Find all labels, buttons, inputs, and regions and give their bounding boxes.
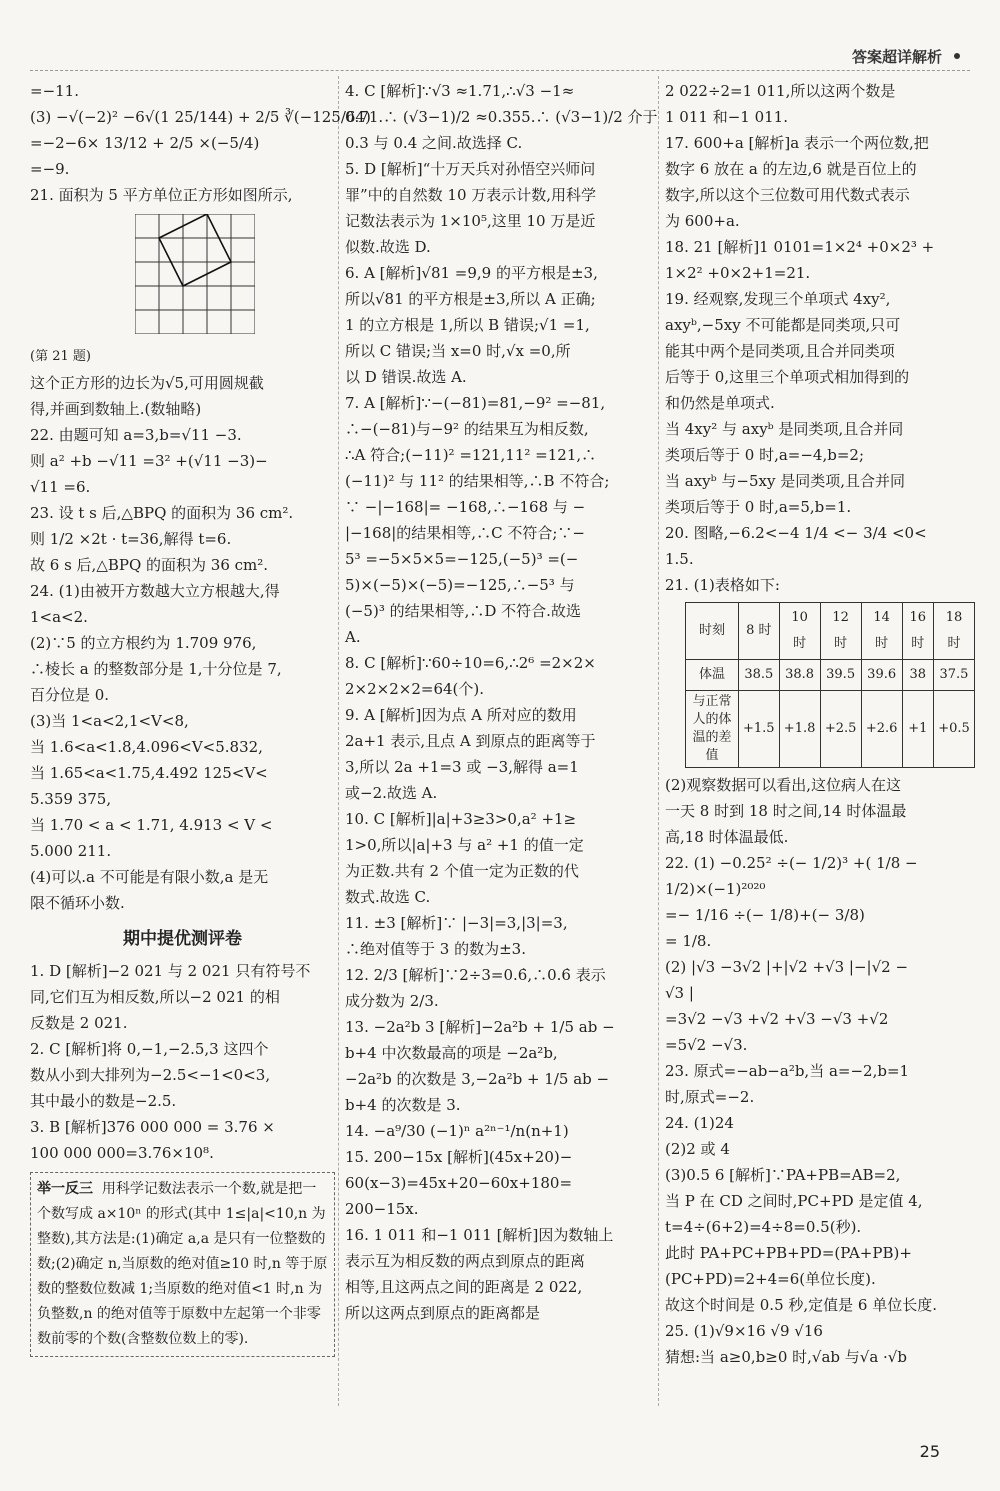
- column-right: [665, 78, 975, 1370]
- table-cell: 39.6: [861, 660, 902, 691]
- text-line: 当 axyᵇ 与−5xy 是同类项,且合并同: [665, 472, 905, 490]
- text-line: 1 的立方根是 1,所以 B 错误;√1 =1,: [345, 316, 590, 334]
- text-line: (3)0.5 6 [解析]∵PA+PB=AB=2,: [665, 1166, 901, 1184]
- text-line: A.: [345, 628, 361, 646]
- text-line: 以 D 错误.故选 A.: [345, 368, 467, 386]
- table-cell: 38.8: [779, 660, 820, 691]
- section-title: 期中提优测评卷: [123, 929, 242, 949]
- text-line: 2 022÷2=1 011,所以这两个数是: [665, 82, 896, 100]
- text-line: =−2−6× 13/12 + 2/5 ×(−5/4): [30, 134, 260, 152]
- page-header: [30, 40, 970, 71]
- text-line: 23. 设 t s 后,△BPQ 的面积为 36 cm².: [30, 504, 294, 522]
- text-line: =5√2 −√3.: [665, 1036, 748, 1054]
- table-cell: +0.5: [933, 691, 974, 768]
- table-cell: 8 时: [739, 603, 780, 660]
- text-line: 9. A [解析]因为点 A 所对应的数用: [345, 706, 577, 724]
- text-line: 反数是 2 021.: [30, 1014, 128, 1032]
- text-line: (4)可以.a 不可能是有限小数,a 是无: [30, 868, 269, 886]
- text-line: 18. 21 [解析]1 0101=1×2⁴ +0×2³ +: [665, 238, 935, 256]
- text-line: 16. 1 011 和−1 011 [解析]因为数轴上: [345, 1226, 614, 1244]
- text-line: 20. 图略,−6.2<−4 1/4 <− 3/4 <0<: [665, 524, 927, 542]
- text-line: 22. 由题可知 a=3,b=√11 −3.: [30, 426, 242, 444]
- table-cell: 38.5: [739, 660, 780, 691]
- answer-block: [665, 78, 975, 598]
- table-cell: +2.6: [861, 691, 902, 768]
- answer-block: [30, 370, 335, 916]
- text-line: ∴绝对值等于 3 的数为±3.: [345, 940, 526, 958]
- table-cell: +1.5: [739, 691, 780, 768]
- header-dot-icon: [954, 53, 960, 59]
- text-line: 数字,所以这个三位数可用代数式表示: [665, 186, 910, 204]
- text-line: 2. C [解析]将 0,−1,−2.5,3 这四个: [30, 1040, 269, 1058]
- text-line: 相等,且这两点之间的距离是 2 022,: [345, 1278, 583, 1296]
- text-line: 14. −a⁹/30 (−1)ⁿ a²ⁿ⁻¹/n(n+1): [345, 1122, 569, 1140]
- text-line: 5³ =−5×5×5=−125,(−5)³ =(−: [345, 550, 579, 568]
- text-line: 则 1/2 ×2t · t=36,解得 t=6.: [30, 530, 232, 548]
- table-cell: 18 时: [933, 603, 974, 660]
- column-left: [30, 78, 371, 1357]
- text-line: 一天 8 时到 18 时之间,14 时体温最: [665, 802, 907, 820]
- text-line: 12. 2/3 [解析]∵2÷3=0.6̇,∴0.6̇ 表示: [345, 966, 606, 984]
- text-line: 时,原式=−2.: [665, 1088, 755, 1106]
- text-line: 当 P 在 CD 之间时,PC+PD 是定值 4,: [665, 1192, 923, 1210]
- table-cell: +1: [902, 691, 933, 768]
- text-line: 200−15x.: [345, 1200, 419, 1218]
- text-line: 1<a<2.: [30, 608, 88, 626]
- table-cell: 14 时: [861, 603, 902, 660]
- text-line: 百分位是 0.: [30, 686, 110, 704]
- text-line: 24. (1)24: [665, 1114, 734, 1132]
- text-line: 0.3 与 0.4 之间.故选择 C.: [345, 134, 523, 152]
- text-line: 22. (1) −0.25² ÷(− 1/2)³ +( 1/8 −: [665, 854, 918, 872]
- text-line: 故 6 s 后,△BPQ 的面积为 36 cm².: [30, 556, 269, 574]
- text-line: 同,它们互为相反数,所以−2 021 的相: [30, 988, 280, 1006]
- text-line: (PC+PD)=2+4=6(单位长度).: [665, 1270, 876, 1288]
- text-line: 17. 600+a [解析]a 表示一个两位数,把: [665, 134, 929, 152]
- table-cell: 38: [902, 660, 933, 691]
- text-line: ∵ −|−168|= −168,∴−168 与 −: [345, 498, 586, 516]
- text-line: 21. 面积为 5 平方单位正方形如图所示,: [30, 186, 293, 204]
- text-line: 故这个时间是 0.5 秒,定值是 6 单位长度.: [665, 1296, 938, 1314]
- header-title: 答案超详解析: [851, 48, 942, 66]
- text-line: 6. A [解析]√81 =9,9 的平方根是±3,: [345, 264, 598, 282]
- answer-block: [665, 772, 975, 1370]
- page-number: 25: [919, 1442, 940, 1461]
- text-line: 100 000 000=3.76×10⁸.: [30, 1144, 214, 1162]
- text-line: 21. (1)表格如下:: [665, 576, 780, 594]
- text-line: 1. D [解析]−2 021 与 2 021 只有符号不: [30, 962, 311, 980]
- text-line: 限不循环小数.: [30, 894, 125, 912]
- text-line: 3. B [解析]376 000 000 = 3.76 ×: [30, 1118, 275, 1136]
- text-line: 高,18 时体温最低.: [665, 828, 789, 846]
- text-line: √11 =6.: [30, 478, 91, 496]
- text-line: 1/2)×(−1)²⁰²⁰: [665, 880, 766, 898]
- text-line: =−9.: [30, 160, 70, 178]
- text-line: 为正数.共有 2 个值一定为正数的代: [345, 862, 579, 880]
- table-cell: 与正常人的体温的差值: [686, 691, 739, 768]
- text-line: b+4 的次数是 3.: [345, 1096, 461, 1114]
- tip-box: [30, 1172, 335, 1357]
- table-cell: 10 时: [779, 603, 820, 660]
- text-line: 后等于 0,这里三个单项式相加得到的: [665, 368, 910, 386]
- text-line: axyᵇ,−5xy 不可能都是同类项,只可: [665, 316, 901, 334]
- tip-tag: 举一反三: [37, 1181, 93, 1197]
- text-line: =− 1/16 ÷(− 1/8)+(− 3/8): [665, 906, 865, 924]
- text-line: (2) |√3 −3√2 |+|√2 +√3 |−|√2 −: [665, 958, 909, 976]
- text-line: 24. (1)由被开方数越大立方根越大,得: [30, 582, 280, 600]
- text-line: 19. 经观察,发现三个单项式 4xy²,: [665, 290, 891, 308]
- text-line: =−11.: [30, 82, 79, 100]
- text-line: 能其中两个是同类项,且合并同类项: [665, 342, 895, 360]
- table-cell: +1.8: [779, 691, 820, 768]
- text-line: 2×2×2×2=64(个).: [345, 680, 485, 698]
- figure-caption: (第 21 题): [30, 349, 91, 364]
- text-line: 5.000 211.: [30, 842, 112, 860]
- table-cell: 体温: [686, 660, 739, 691]
- table-cell: 16 时: [902, 603, 933, 660]
- table-cell: 37.5: [933, 660, 974, 691]
- text-line: 此时 PA+PC+PB+PD=(PA+PB)+: [665, 1244, 912, 1262]
- text-line: (−11)² 与 11² 的结果相等,∴B 不符合;: [345, 472, 610, 490]
- text-line: =3√2 −√3 +√2 +√3 −√3 +√2: [665, 1010, 889, 1028]
- text-line: 成分数为 2/3.: [345, 992, 439, 1010]
- table-cell: 12 时: [820, 603, 861, 660]
- text-line: 似数.故选 D.: [345, 238, 431, 256]
- text-line: √3 |: [665, 984, 694, 1002]
- text-line: (2)观察数据可以看出,这位病人在这: [665, 776, 902, 794]
- tip-text: 用科学记数法表示一个数,就是把一个数写成 a×10ⁿ 的形式(其中 1≤|a|<10,n 为整数),其方法是:(1)确定 a,a 是只有一位整数的数;(2)确定 n,当原数的绝对值≥10 时,n 等于原数的整数位数减 1;当原数的绝对值<1 时,n 为负整数,n 的绝对值等于原数中左起第一个非零数前零的个数(含整数位数上的零).: [37, 1181, 328, 1347]
- text-line: 11. ±3 [解析]∵ |−3|=3,|3|=3,: [345, 914, 568, 932]
- text-line: 25. (1)√9×16 √9 √16: [665, 1322, 823, 1340]
- text-line: |−168|的结果相等,∴C 不符合;∵−: [345, 524, 585, 542]
- text-line: 所以√81 的平方根是±3,所以 A 正确;: [345, 290, 596, 308]
- text-line: 类项后等于 0 时,a=5,b=1.: [665, 498, 852, 516]
- text-line: 其中最小的数是−2.5.: [30, 1092, 177, 1110]
- text-line: 7. A [解析]∵−(−81)=81,−9² =−81,: [345, 394, 606, 412]
- text-line: 1>0,所以|a|+3 与 a² +1 的值一定: [345, 836, 584, 854]
- text-line: 所以这两点到原点的距离都是: [345, 1304, 541, 1322]
- text-line: 1.5.: [665, 550, 694, 568]
- text-line: 数字 6 放在 a 的左边,6 就是百位上的: [665, 160, 917, 178]
- text-line: 或−2.故选 A.: [345, 784, 438, 802]
- answer-block: [345, 78, 658, 1326]
- text-line: 得,并画到数轴上.(数轴略): [30, 400, 202, 418]
- text-line: 0.71.∴ (√3−1)/2 ≈0.355.∴ (√3−1)/2 介于: [345, 108, 658, 126]
- text-line: 记数法表示为 1×10⁵,这里 10 万是近: [345, 212, 596, 230]
- text-line: 猜想:当 a≥0,b≥0 时,√ab 与√a ·√b: [665, 1348, 907, 1366]
- text-line: 为 600+a.: [665, 212, 740, 230]
- text-line: ∴A 符合;(−11)² =121,11² =121,∴: [345, 446, 597, 464]
- text-line: 15. 200−15x [解析](45x+20)−: [345, 1148, 573, 1166]
- text-line: b+4 中次数最高的项是 −2a²b,: [345, 1044, 558, 1062]
- text-line: 这个正方形的边长为√5,可用圆规截: [30, 374, 264, 392]
- text-line: 当 1.6<a<1.8,4.096<V<5.832,: [30, 738, 263, 756]
- answer-block: [30, 958, 335, 1166]
- text-line: 当 1.70 < a < 1.71, 4.913 < V <: [30, 816, 273, 834]
- text-line: 1 011 和−1 011.: [665, 108, 788, 126]
- text-line: 数从小到大排列为−2.5<−1<0<3,: [30, 1066, 271, 1084]
- text-line: (2)∵5 的立方根约为 1.709 976,: [30, 634, 257, 652]
- text-line: (3)当 1<a<2,1<V<8,: [30, 712, 189, 730]
- text-line: 60(x−3)=45x+20−60x+180=: [345, 1174, 573, 1192]
- text-line: 5.359 375,: [30, 790, 112, 808]
- text-line: 2a+1 表示,且点 A 到原点的距离等于: [345, 732, 596, 750]
- text-line: 所以 C 错误;当 x=0 时,√x =0,所: [345, 342, 571, 360]
- text-line: 则 a² +b −√11 =3² +(√11 −3)−: [30, 452, 268, 470]
- table-cell: 时刻: [686, 603, 739, 660]
- column-divider: [658, 76, 659, 1406]
- text-line: 10. C [解析]|a|+3≥3>0,a² +1≥: [345, 810, 577, 828]
- text-line: ∴棱长 a 的整数部分是 1,十分位是 7,: [30, 660, 282, 678]
- text-line: t=4÷(6+2)=4÷8=0.5(秒).: [665, 1218, 862, 1236]
- text-line: 5. D [解析]“十万天兵对孙悟空兴师问: [345, 160, 596, 178]
- table-row: [686, 603, 975, 660]
- text-line: 3,所以 2a +1=3 或 −3,解得 a=1: [345, 758, 579, 776]
- text-line: −2a²b 的次数是 3,−2a²b + 1/5 ab −: [345, 1070, 610, 1088]
- temperature-table: [685, 602, 975, 768]
- text-line: 当 1.65<a<1.75,4.492 125<V<: [30, 764, 268, 782]
- answer-block: [30, 78, 371, 208]
- text-line: 表示互为相反数的两点到原点的距离: [345, 1252, 586, 1270]
- column-middle: [345, 78, 658, 1326]
- text-line: 13. −2a²b 3 [解析]−2a²b + 1/5 ab −: [345, 1018, 615, 1036]
- text-line: 数式.故选 C.: [345, 888, 431, 906]
- table-row: [686, 691, 975, 768]
- text-line: ∴−(−81)与−9² 的结果互为相反数,: [345, 420, 589, 438]
- table-cell: 39.5: [820, 660, 861, 691]
- text-line: 8. C [解析]∵60÷10=6,∴2⁶ =2×2×: [345, 654, 596, 672]
- square-grid-figure: [135, 214, 255, 334]
- text-line: 罪”中的自然数 10 万表示计数,用科学: [345, 186, 597, 204]
- text-line: (−5)³ 的结果相等,∴D 不符合.故选: [345, 602, 581, 620]
- text-line: (2)2 或 4: [665, 1140, 730, 1158]
- text-line: (3) −√(−2)² −6√(1 25/144) + 2/5 ∛(−125/64): [30, 108, 371, 126]
- text-line: = 1/8.: [665, 932, 712, 950]
- text-line: 类项后等于 0 时,a=−4,b=2;: [665, 446, 865, 464]
- text-line: 23. 原式=−ab−a²b,当 a=−2,b=1: [665, 1062, 910, 1080]
- text-line: 5)×(−5)×(−5)=−125,∴−5³ 与: [345, 576, 575, 594]
- table-row: [686, 660, 975, 691]
- table-cell: +2.5: [820, 691, 861, 768]
- text-line: 和仍然是单项式.: [665, 394, 775, 412]
- text-line: 当 4xy² 与 axyᵇ 是同类项,且合并同: [665, 420, 904, 438]
- column-divider: [338, 76, 339, 1406]
- text-line: 4. C [解析]∵√3 ≈1.71,∴√3 −1≈: [345, 82, 575, 100]
- text-line: 1×2² +0×2+1=21.: [665, 264, 811, 282]
